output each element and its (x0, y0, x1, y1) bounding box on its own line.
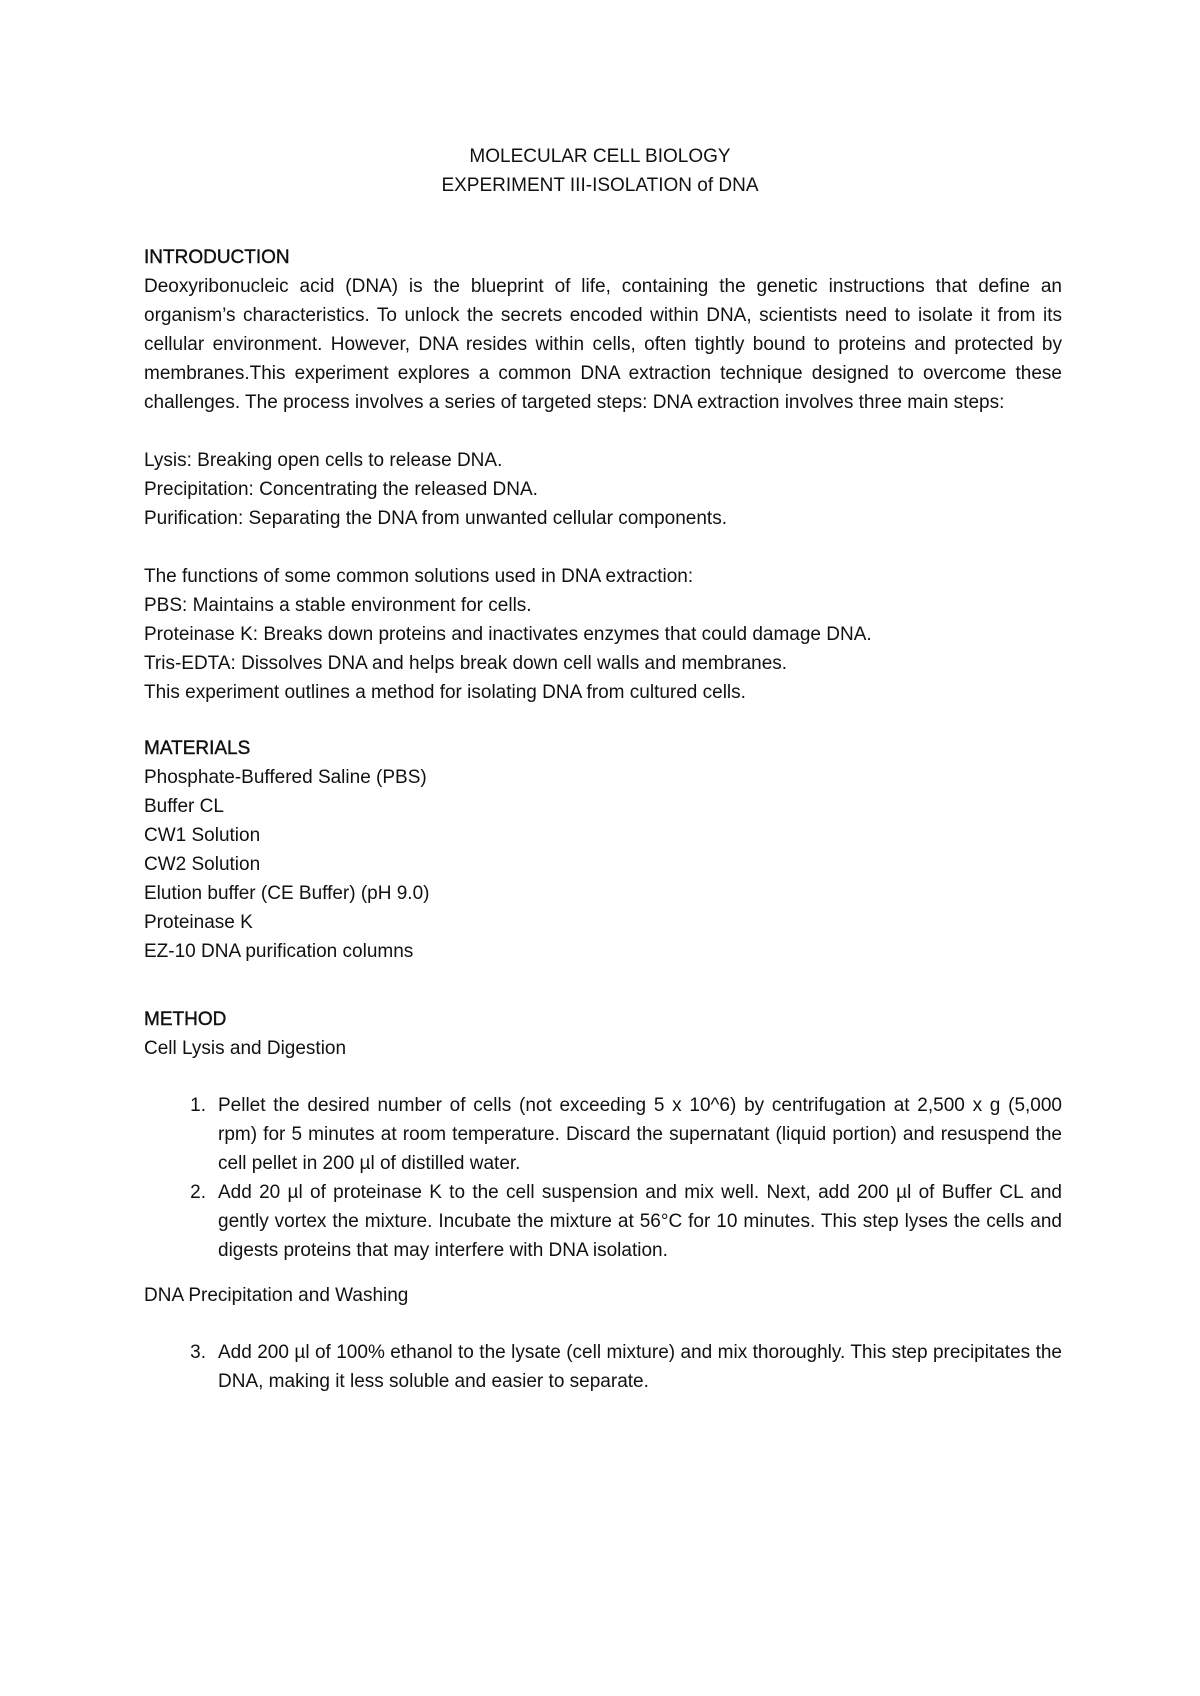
introduction-section (144, 243, 1062, 707)
material-item: Proteinase K (144, 912, 253, 933)
introduction-closing: This experiment outlines a method for isolating DNA from cultured cells. (144, 682, 746, 703)
function-proteinase-k: Proteinase K: Breaks down proteins and inactivates enzymes that could damage DNA. (144, 624, 872, 645)
document-subtitle: EXPERIMENT III-ISOLATION of DNA (441, 175, 759, 196)
material-item: EZ-10 DNA purification columns (144, 941, 414, 962)
introduction-paragraph: Deoxyribonucleic acid (DNA) is the blueprint of life, containing the genetic instructions that define an organism’s characteristics. To unlock the secrets encoded within DNA, scientists need to isolate it from its cellular environment. However, DNA resides within cells, often tightly bound to proteins and protected by membranes.This experiment explores a common DNA extraction technique designed to overcome these challenges. The process involves a series of targeted steps: DNA extraction involves three main steps: (144, 276, 1062, 413)
material-item: Phosphate-Buffered Saline (PBS) (144, 767, 427, 788)
lysis-step: Lysis: Breaking open cells to release DNA. (144, 450, 503, 471)
step-number: 3. (190, 1342, 206, 1363)
functions-intro: The functions of some common solutions used in DNA extraction: (144, 566, 694, 587)
materials-heading: MATERIALS (144, 738, 251, 759)
document-title: MOLECULAR CELL BIOLOGY (469, 146, 731, 167)
step-number: 1. (190, 1095, 206, 1116)
method-heading: METHOD (144, 1009, 227, 1030)
materials-section (144, 734, 1062, 966)
material-item: Buffer CL (144, 796, 224, 817)
introduction-heading: INTRODUCTION (144, 247, 290, 268)
material-item: Elution buffer (CE Buffer) (pH 9.0) (144, 883, 430, 904)
precipitation-section (144, 1281, 1062, 1310)
cell-lysis-steps (144, 1091, 1062, 1265)
material-item: CW2 Solution (144, 854, 261, 875)
step-text: Add 200 µl of 100% ethanol to the lysate (cell mixture) and mix thoroughly. This step precipitates the DNA, making it less soluble and easier to separate. (218, 1342, 1062, 1392)
purification-step: Purification: Separating the DNA from unwanted cellular components. (144, 508, 727, 529)
function-pbs: PBS: Maintains a stable environment for cells. (144, 595, 532, 616)
precipitation-step: Precipitation: Concentrating the released DNA. (144, 479, 538, 500)
precipitation-subheading: DNA Precipitation and Washing (144, 1285, 409, 1306)
method-step (144, 1338, 1062, 1396)
method-step (144, 1178, 1062, 1265)
method-section (144, 1005, 1062, 1063)
precipitation-steps (144, 1338, 1062, 1396)
function-tris-edta: Tris-EDTA: Dissolves DNA and helps break down cell walls and membranes. (144, 653, 788, 674)
material-item: CW1 Solution (144, 825, 261, 846)
cell-lysis-subheading: Cell Lysis and Digestion (144, 1038, 347, 1059)
step-text: Pellet the desired number of cells (not exceeding 5 x 10^6) by centrifugation at 2,500 x g (5,000 rpm) for 5 minutes at room temperature. Discard the supernatant (liquid portion) and resuspend the cell pellet in 200 µl of distilled water. (218, 1095, 1062, 1174)
method-step (144, 1091, 1062, 1178)
step-text: Add 20 µl of proteinase K to the cell suspension and mix well. Next, add 200 µl of Buffer CL and gently vortex the mixture. Incubate the mixture at 56°C for 10 minutes. This step lyses the cells and digests proteins that may interfere with DNA isolation. (218, 1182, 1062, 1261)
step-number: 2. (190, 1182, 206, 1203)
